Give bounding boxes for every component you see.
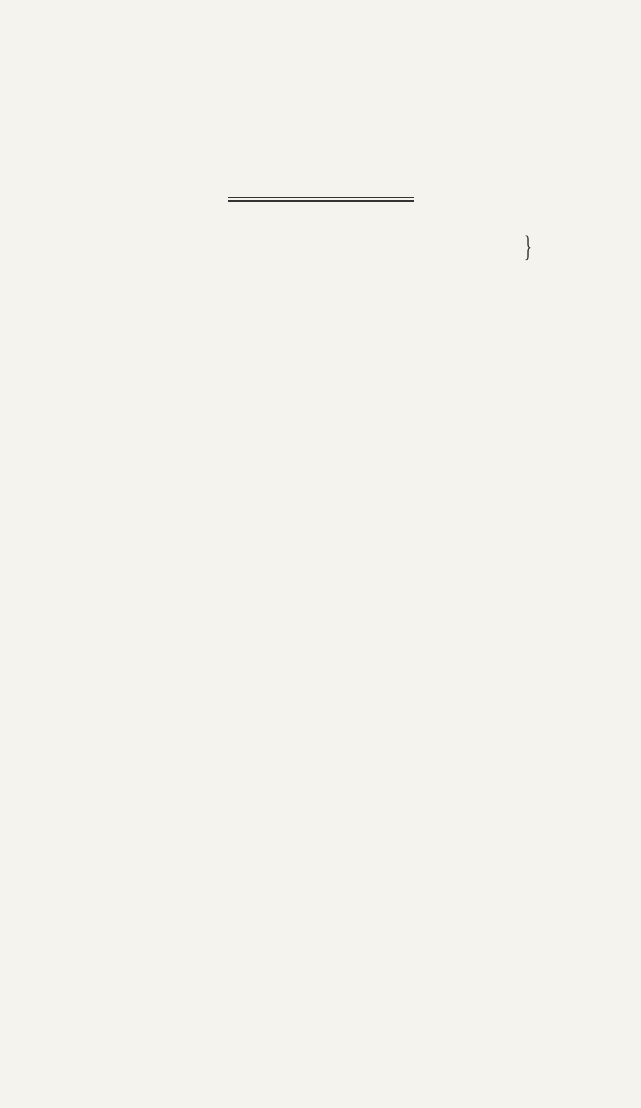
divider-rule-thick — [228, 200, 414, 202]
divider-rule — [228, 197, 414, 198]
brace-mark: } — [524, 230, 532, 263]
